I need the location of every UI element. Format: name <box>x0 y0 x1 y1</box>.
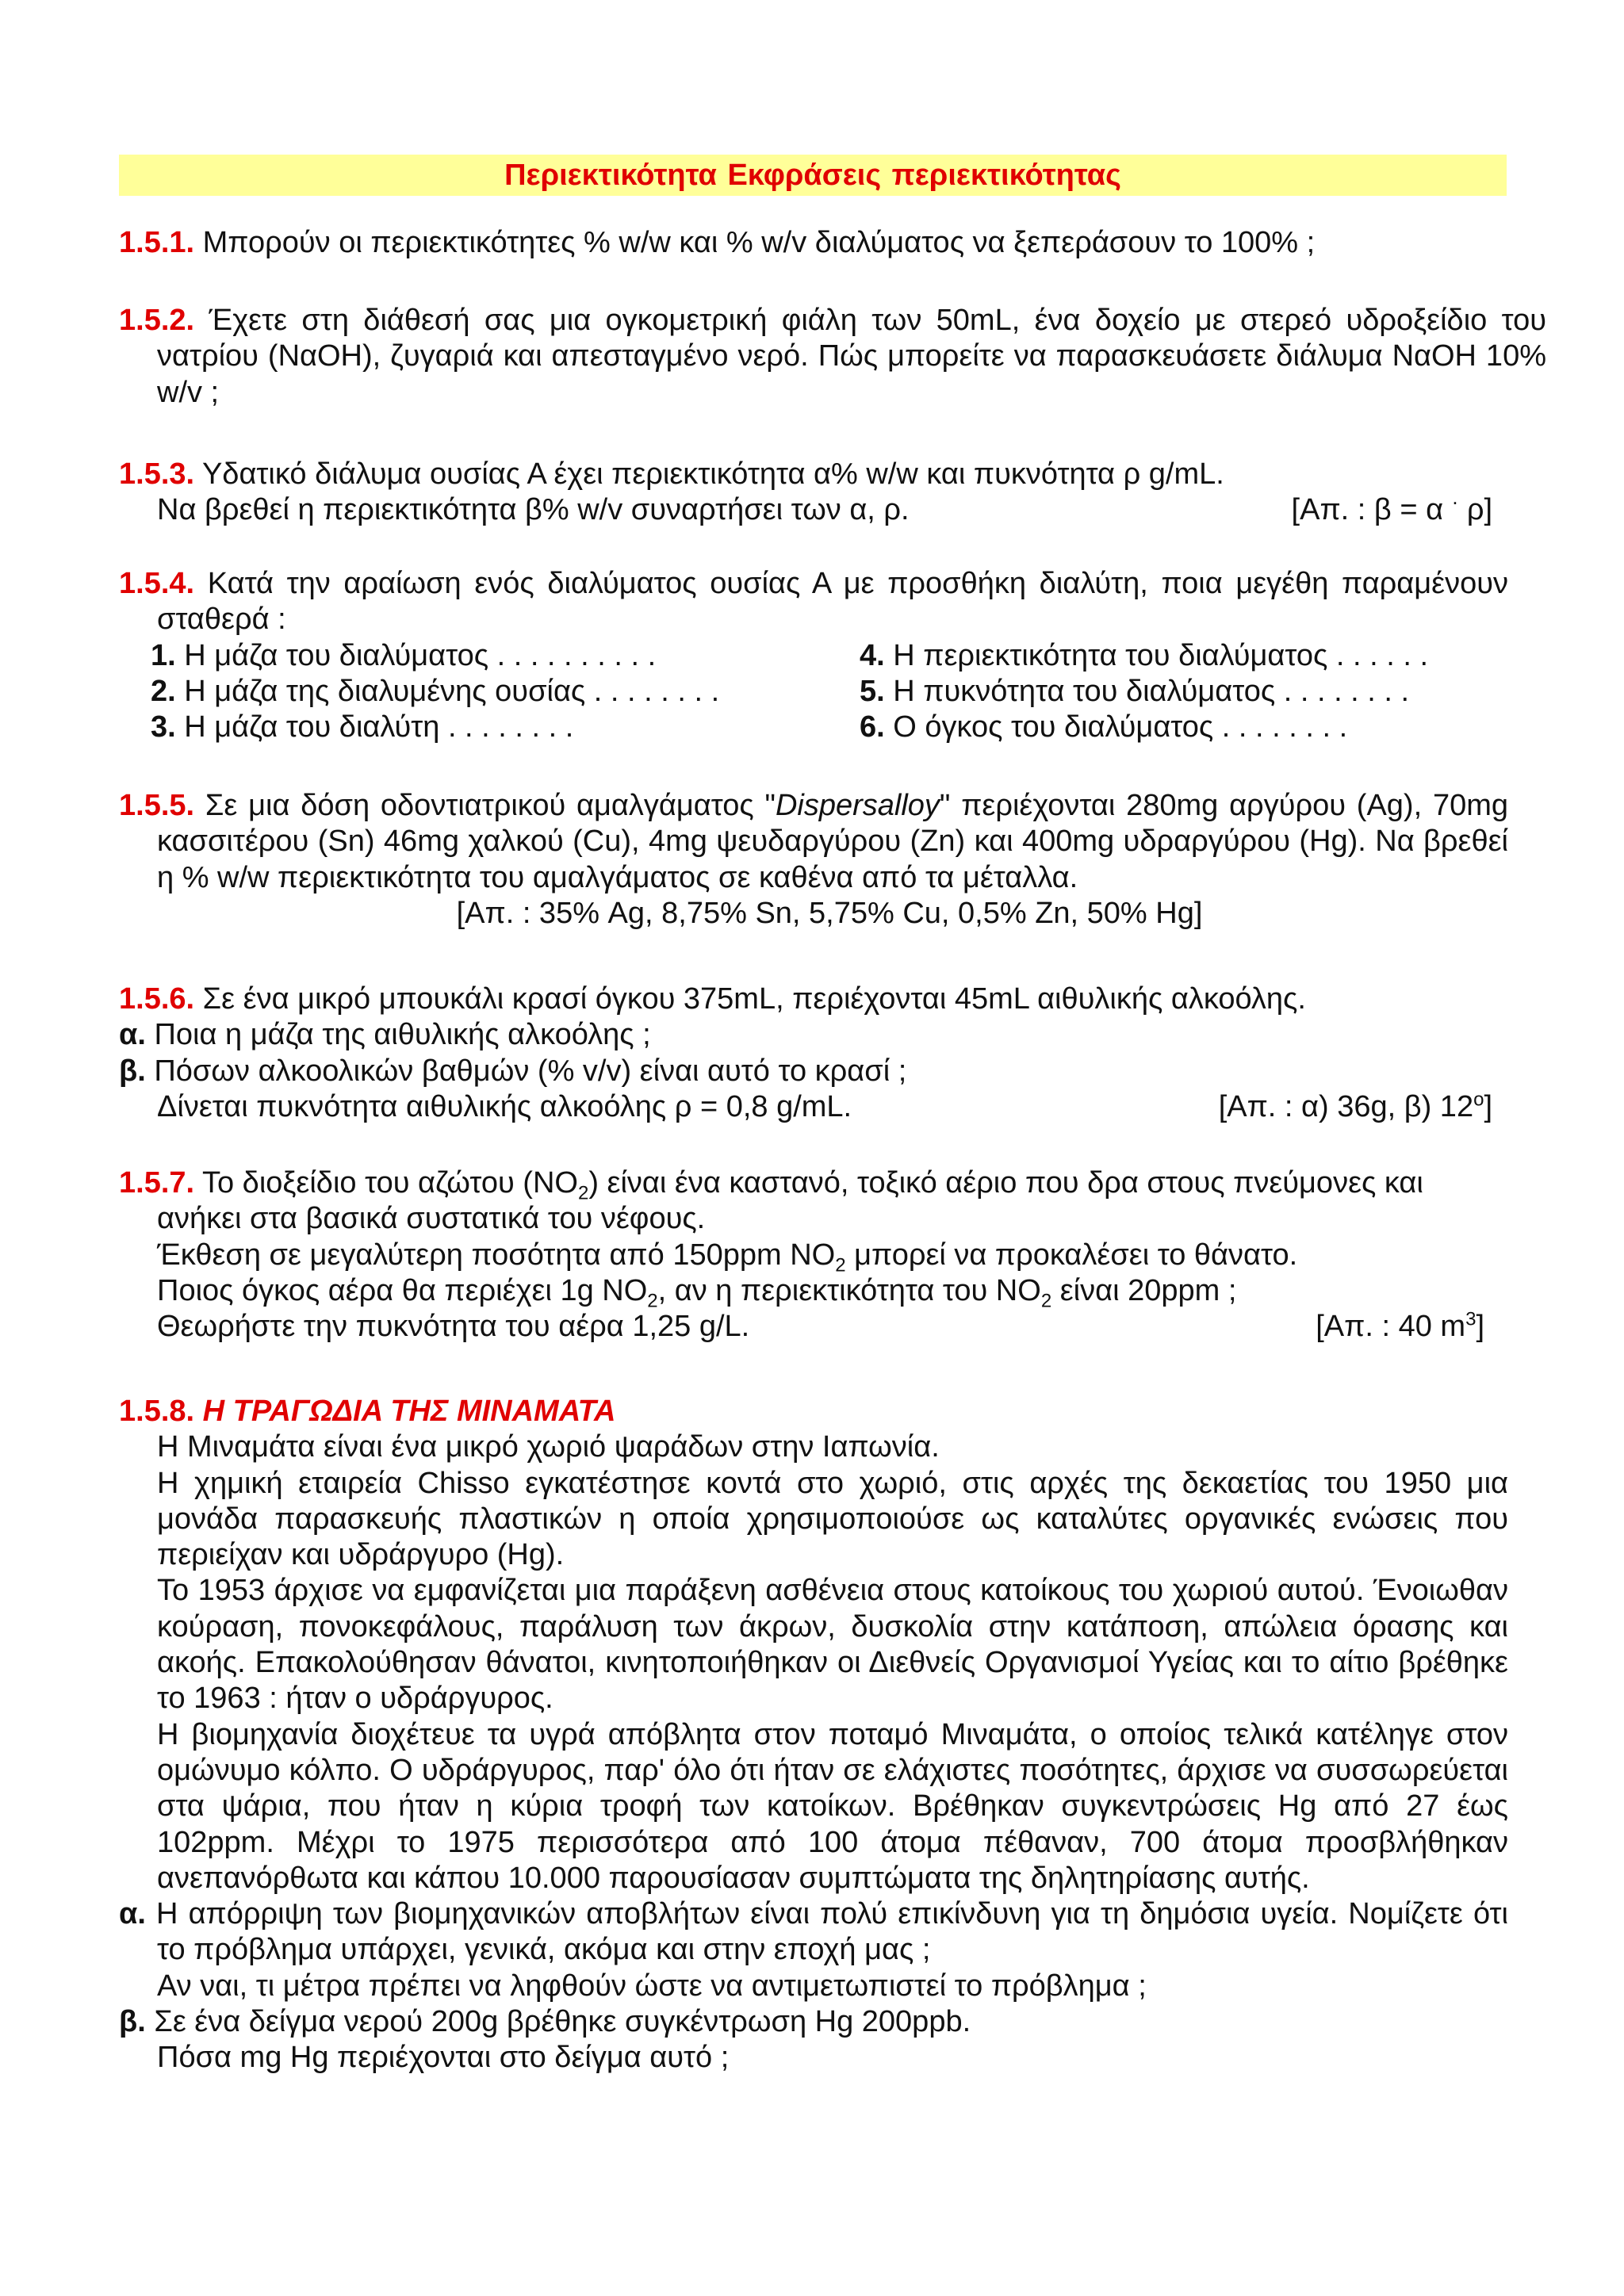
exercise-1-5-7: 1.5.7. Το διοξείδιο του αζώτου $(NO_2)$ είναι ένα καστανό, τοξικό αέριο που δρα στους πνεύμονες και ανήκει στα βασικά συστατικά του νέφους. Έκθεση σε μεγαλύτερη ποσότητα από 150ppm $NO_2$ μπορεί να προκαλέσει το θάνατο. Ποιος όγκος αέρα θα περιέχει 1g $NO_2$, αν η περιεκτικότητα του $NO_2$ είναι 20ppm ; Θεωρήστε την πυκνότητα του αέρα 1,25 g/L. [Απ. : 40 $m^3$] <box>119 1165 1508 1345</box>
exercise-text: Έχετε στη διάθεσή σας μια ογκομετρική φιάλη των 50mL, ένα δοχείο με στερεό υδροξείδιο του νατρίου (ΝαΟΗ), ζυγαριά και απεσταγμένο νερό. Πώς μπορείτε να παρασκευάσετε διάλυμα ΝαΟΗ 10% w/v ; <box>157 304 1546 409</box>
exercise-number: 1.5.2. <box>119 304 195 337</box>
exercise-text: Υδατικό διάλυμα ουσίας Α έχει περιεκτικότητα α% w/w και πυκνότητα ρ g/mL. <box>194 457 1224 491</box>
exercise-number: 1.5.5. <box>119 789 195 822</box>
answer: [Απ. : β = α · ρ] <box>1291 489 1492 527</box>
exercise-number: 1.5.1. <box>119 226 195 259</box>
list-item: 4. Η περιεκτικότητα του διαλύματος . . . . . . <box>860 638 1429 672</box>
exercise-question: Να βρεθεί η περιεκτικότητα β% w/v συναρτήσει των α, ρ. <box>157 493 910 527</box>
exercise-text: Κατά την αραίωση ενός διαλύματος ουσίας Α με προσθήκη διαλύτη, ποια μεγέθη παραμένουν σταθερά : <box>157 567 1508 637</box>
exercise-1-5-4 <box>119 566 1508 745</box>
subquestion-label: β. <box>119 1054 146 1088</box>
answer: [Απ. : 35% Ag, 8,75% Sn, 5,75% Cu, 0,5% Zn, 50% Hg] <box>456 896 1203 930</box>
exercise-number: 1.5.7. <box>119 1166 195 1200</box>
exercise-1-5-3 <box>119 457 1508 529</box>
answer: [Απ. : α) 36g, β) $12^o$] <box>1218 1089 1492 1123</box>
options-list <box>119 638 1508 746</box>
given-data: Δίνεται πυκνότητα αιθυλικής αλκοόλης ρ = 0,8 g/mL. <box>157 1089 852 1123</box>
list-item: 1. Η μάζα του διαλύματος . . . . . . . . . . <box>151 638 657 672</box>
exercise-number: 1.5.6. <box>119 982 195 1016</box>
exercise-title: Η ΤΡΑΓΩΔΙΑ ΤΗΣ ΜΙΝΑΜΑΤΑ <box>194 1395 616 1428</box>
page-title: Περιεκτικότητα Εκφράσεις περιεκτικότητας <box>119 155 1507 196</box>
answer: [Απ. : 40 $m^3$] <box>1316 1308 1484 1344</box>
list-item: 6. Ο όγκος του διαλύματος . . . . . . . . <box>860 710 1348 744</box>
exercise-1-5-6: 1.5.6. Σε ένα μικρό μπουκάλι κρασί όγκου 375mL, περιέχονται 45mL αιθυλικής αλκοόλης. α. Ποια η μάζα της αιθυλικής αλκοόλης ; β. Πόσων αλκοολικών βαθμών (% v/v) είναι αυτό το κρασί ; Δίνεται πυκνότητα αιθυλικής αλκοόλης ρ = 0,8 g/mL. [Απ. : α) 36g, β) $12^o$] <box>119 982 1508 1125</box>
exercise-1-5-2 <box>119 303 1546 411</box>
paragraph: Η Μιναμάτα είναι ένα μικρό χωριό ψαράδων στην Ιαπωνία. <box>157 1430 940 1464</box>
exercise-number: 1.5.4. <box>119 567 195 600</box>
subquestion-label: β. <box>119 2005 146 2039</box>
exercise-1-5-1 <box>119 225 1508 261</box>
paragraph: Η βιομηχανία διοχέτευε τα υγρά απόβλητα στον ποταμό Μιναμάτα, ο οποίος τελικά κατέληγε στον ομώνυμο κόλπο. Ο υδράργυρος, παρ' όλο ότι ήταν σε ελάχιστες ποσότητες, άρχισε να συσσωρεύεται στα ψάρια, που ήταν η κύρια τροφή των κατοίκων. Βρέθηκαν συγκεντρώσεις Hg από 27 έως 102ppm. Μέχρι το 1975 περισσότερα από 100 άτομα πέθαναν, 700 άτομα προσβλήθηκαν ανεπανόρθωτα και κάπου 10.000 παρουσίασαν συμπτώματα της δηλητηρίασης αυτής. <box>157 1717 1508 1895</box>
exercise-number: 1.5.3. <box>119 457 195 491</box>
subquestion-label: α. <box>119 1897 146 1931</box>
paragraph: Η χημική εταιρεία Chisso εγκατέστησε κοντά στο χωριό, στις αρχές της δεκαετίας του 1950 μια μονάδα παρασκευής πλαστικών η οποία χρησιμοποιούσε ως καταλύτες οργανικές ενώσεις που περιείχαν και υδράργυρο (Hg). <box>157 1466 1508 1572</box>
list-item: 5. Η πυκνότητα του διαλύματος . . . . . . . . <box>860 674 1410 708</box>
exercise-text: Μπορούν οι περιεκτικότητες % w/w και % w/v διαλύματος να ξεπεράσουν το 100% ; <box>194 226 1316 259</box>
list-item: 3. Η μάζα του διαλύτη . . . . . . . . <box>151 710 574 744</box>
exercise-text: Σε ένα μικρό μπουκάλι κρασί όγκου 375mL, περιέχονται 45mL αιθυλικής αλκοόλης. <box>194 982 1306 1016</box>
subquestion-label: α. <box>119 1018 146 1052</box>
list-item: 2. Η μάζα της διαλυμένης ουσίας . . . . . . . . <box>151 674 720 708</box>
exercise-number: 1.5.8. <box>119 1395 195 1428</box>
exercise-1-5-5: 1.5.5. Σε μια δόση οδοντιατρικού αμαλγάματος "Dispersalloy" περιέχονται 280mg αργύρου (Ag), 70mg κασσιτέρου (Sn) 46mg χαλκού (Cu), 4mg ψευδαργύρου (Zn) και 400mg υδραργύρου (Hg). Να βρεθεί η % w/w περιεκτικότητα του αμαλγάματος σε καθένα από τα μέταλλα. [Απ. : 35% Ag, 8,75% Sn, 5,75% Cu, 0,5% Zn, 50% Hg] <box>119 788 1508 932</box>
exercise-1-5-8: 1.5.8. Η ΤΡΑΓΩΔΙΑ ΤΗΣ ΜΙΝΑΜΑΤΑ Η Μιναμάτα είναι ένα μικρό χωριό ψαράδων στην Ιαπωνία. Η χημική εταιρεία Chisso εγκατέστησε κοντά στο χωριό, στις αρχές της δεκαετίας του 1950 μια μονάδα παρασκευής πλαστικών η οποία χρησιμοποιούσε ως καταλύτες οργανικές ενώσεις που περιείχαν και υδράργυρο (Hg). Το 1953 άρχισε να εμφανίζεται μια παράξενη ασθένεια στους κατοίκους του χωριού αυτού. Ένοιωθαν κούραση, πονοκεφάλους, παράλυση των άκρων, δυσκολία στην κατάποση, απώλεια όρασης και ακοής. Επακολούθησαν θάνατοι, κινητοποιήθηκαν οι Διεθνείς Οργανισμοί Υγείας και το αίτιο βρέθηκε το 1963 : ήταν ο υδράργυρος. Η βιομηχανία διοχέτευε τα υγρά απόβλητα στον ποταμό Μιναμάτα, ο οποίος τελικά κατέληγε στον ομώνυμο κόλπο. Ο υδράργυρος, παρ' όλο ότι ήταν σε ελάχιστες ποσότητες, άρχισε να συσσωρεύεται στα ψάρια, που ήταν η κύρια τροφή των κατοίκων. Βρέθηκαν συγκεντρώσεις Hg από 27 έως 102ppm. Μέχρι το 1975 περισσότερα από 100 άτομα πέθαναν, 700 άτομα προσβλήθηκαν ανεπανόρθωτα και κάπου 10.000 παρουσίασαν συμπτώματα της δηλητηρίασης αυτής. α. Η απόρριψη των βιομηχανικών αποβλήτων είναι πολύ επικίνδυνη για τη δημόσια υγεία. Νομίζετε ότι το πρόβλημα υπάρχει, γενικά, ακόμα και στην εποχή μας ; Αν ναι, τι μέτρα πρέπει να ληφθούν ώστε να αντιμετωπιστεί το πρόβλημα ; β. Σε ένα δείγμα νερού 200g βρέθηκε συγκέντρωση Hg 200ppb. Πόσα mg Hg περιέχονται στο δείγμα αυτό ; <box>119 1395 1508 2075</box>
paragraph: Το 1953 άρχισε να εμφανίζεται μια παράξενη ασθένεια στους κατοίκους του χωριού αυτού. Ένοιωθαν κούραση, πονοκεφάλους, παράλυση των άκρων, δυσκολία στην κατάποση, απώλεια όρασης και ακοής. Επακολούθησαν θάνατοι, κινητοποιήθηκαν οι Διεθνείς Οργανισμοί Υγείας και το αίτιο βρέθηκε το 1963 : ήταν ο υδράργυρος. <box>157 1574 1508 1716</box>
product-name: Dispersalloy <box>775 789 940 822</box>
given-data: Θεωρήστε την πυκνότητα του αέρα 1,25 g/L. <box>157 1310 750 1344</box>
